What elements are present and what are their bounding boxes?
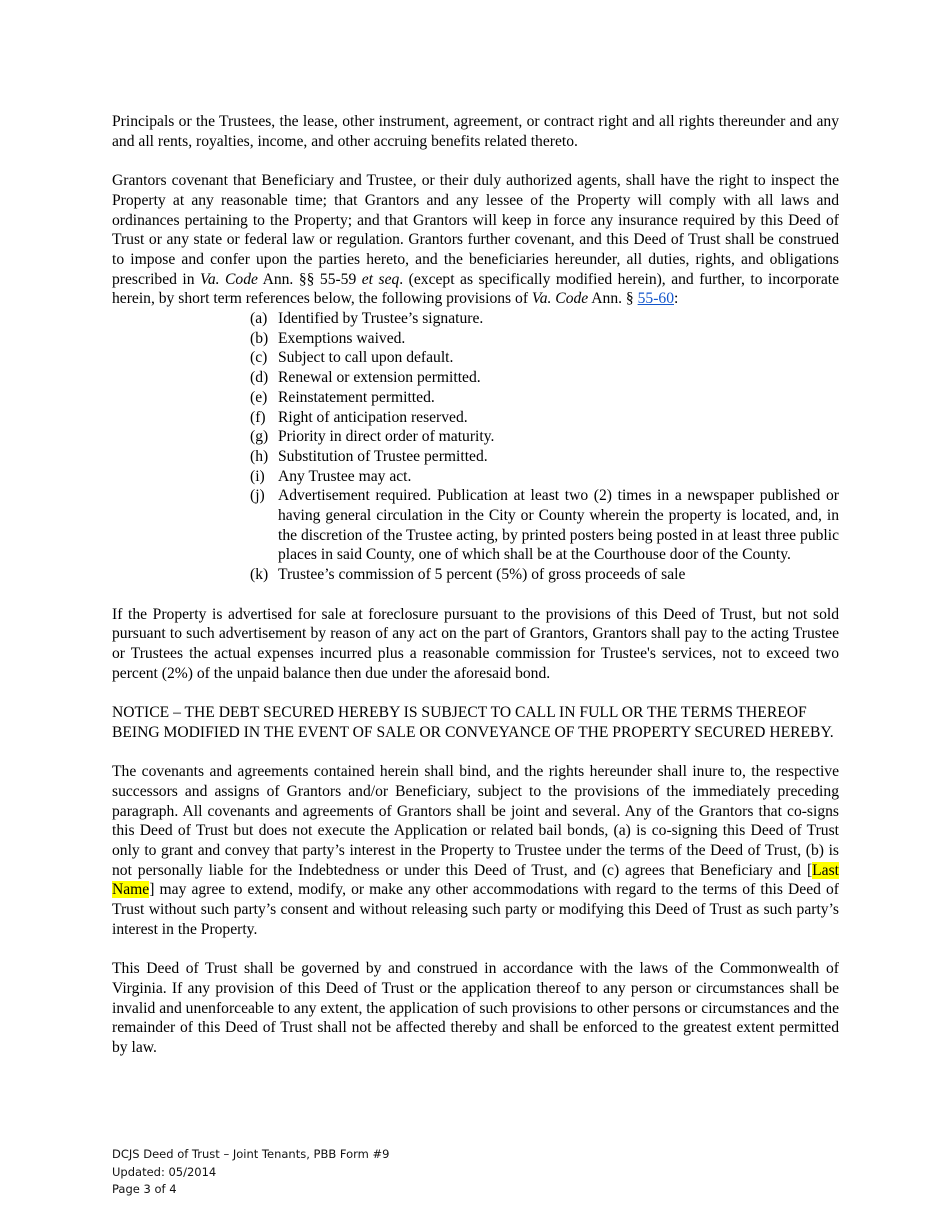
provision-text: Reinstatement permitted.: [278, 388, 435, 406]
document-body: [112, 112, 839, 1077]
provision-text: Identified by Trustee’s signature.: [278, 310, 484, 328]
text-segment: . (except as specifically modified herein), and further, to incorporate herein, by short term references below, the following provisions of: [112, 270, 839, 308]
provisions-list: [112, 309, 839, 585]
italic-va-code: Va. Code: [531, 290, 589, 308]
provision-label: (d): [250, 369, 269, 387]
provision-text: Renewal or extension permitted.: [278, 369, 481, 387]
paragraph-grantors-covenant: [112, 171, 839, 309]
text-segment: Ann. §§ 55-59: [257, 270, 362, 288]
provision-text: Exemptions waived.: [278, 329, 406, 347]
provision-item: [250, 467, 839, 487]
provision-item: [250, 368, 839, 388]
provision-label: (g): [250, 428, 269, 446]
provision-text: Subject to call upon default.: [278, 349, 454, 367]
text-segment: :: [674, 290, 679, 308]
footer-form-name: DCJS Deed of Trust – Joint Tenants, PBB Form #9: [112, 1147, 390, 1161]
italic-et-seq: et seq: [361, 270, 400, 288]
provision-item: [250, 447, 839, 467]
provision-item: [250, 486, 839, 565]
paragraph-governing-law: This Deed of Trust shall be governed by and construed in accordance with the laws of the Commonwealth of Virginia. If any provision of this Deed of Trust or the application thereof to any person or circumstances shall be invalid and unenforceable to any extent, the application of such provisions to other persons or circumstances and the remainder of this Deed of Trust shall not be affected thereby and shall be enforced to the greatest extent permitted by law.: [112, 960, 839, 1056]
provision-label: (k): [250, 566, 269, 584]
provision-label: (c): [250, 349, 268, 367]
provision-label: (f): [250, 408, 266, 426]
italic-va-code: Va. Code: [200, 270, 258, 288]
provision-text: Right of anticipation reserved.: [278, 408, 468, 426]
provision-label: (h): [250, 447, 269, 465]
paragraph-covenants-bind: [112, 762, 839, 939]
provision-text: Priority in direct order of maturity.: [278, 428, 495, 446]
text-segment: Grantors covenant that Beneficiary and Trustee, or their duly authorized agents, shall have the right to inspect the Property at any reasonable time; that Grantors and any lessee of the Property will comply with all laws and ordinances pertaining to the Property; and that Grantors will keep in force any insurance required by this Deed of Trust or any state or federal law or regulation. Grantors further covenant, and this Deed of Trust shall be construed to impose and confer upon the parties hereto, and the beneficiaries hereunder, all duties, rights, and obligations prescribed in: [112, 172, 839, 288]
provision-label: (b): [250, 329, 269, 347]
provision-item: [250, 565, 839, 585]
provision-text: Substitution of Trustee permitted.: [278, 447, 488, 465]
provision-item: [250, 329, 839, 349]
provision-item: [250, 348, 839, 368]
text-segment: Ann. §: [588, 290, 638, 308]
provision-text: Trustee’s commission of 5 percent (5%) of gross proceeds of sale: [278, 566, 686, 584]
notice-debt-call: NOTICE – THE DEBT SECURED HEREBY IS SUBJECT TO CALL IN FULL OR THE TERMS THEREOF BEING MODIFIED IN THE EVENT OF SALE OR CONVEYANCE OF THE PROPERTY SECURED HEREBY.: [112, 704, 834, 741]
provision-item: [250, 309, 839, 329]
paragraph-foreclosure-expenses: If the Property is advertised for sale at foreclosure pursuant to the provisions of this Deed of Trust, but not sold pursuant to such advertisement by reason of any act on the part of Grantors, Grantors shall pay to the acting Trustee or Trustees the actual expenses incurred plus a reasonable commission for Trustee's services, not to exceed two percent (2%) of the unpaid balance then due under the aforesaid bond.: [112, 605, 839, 682]
provision-label: (e): [250, 388, 268, 406]
provision-item: [250, 408, 839, 428]
highlighted-placeholder-last-name: Last Name: [112, 861, 839, 899]
statute-55-60-link[interactable]: 55-60: [637, 290, 674, 308]
provision-text: Any Trustee may act.: [278, 467, 412, 485]
paragraph-rights-thereunder: Principals or the Trustees, the lease, other instrument, agreement, or contract right and all rights thereunder and any and all rents, royalties, income, and other accruing benefits related thereto.: [112, 113, 839, 150]
provision-item: [250, 388, 839, 408]
page-footer: [112, 1146, 389, 1199]
provision-label: (j): [250, 487, 265, 505]
provision-text: Advertisement required. Publication at least two (2) times in a newspaper published or having general circulation in the City or County wherein the property is located, and, in the discretion of the Trustee acting, by printed posters being posted in at least three public places in said County, one of which shall be at the Courthouse door of the County.: [278, 487, 839, 564]
provision-item: [250, 427, 839, 447]
text-segment: ] may agree to extend, modify, or make any other accommodations with regard to the terms of this Deed of Trust without such party’s consent and without releasing such party or modifying this Deed of Trust as such party’s interest in the Property.: [112, 881, 839, 938]
provision-label: (i): [250, 467, 265, 485]
footer-page-number: Page 3 of 4: [112, 1182, 177, 1196]
footer-updated: Updated: 05/2014: [112, 1164, 217, 1179]
provision-label: (a): [250, 310, 268, 328]
text-segment: The covenants and agreements contained herein shall bind, and the rights hereunder shall inure to, the respective successors and assigns of Grantors and/or Beneficiary, subject to the provisions of the immediately preceding paragraph. All covenants and agreements of Grantors shall be joint and several. Any of the Grantors that co-signs this Deed of Trust but does not execute the Application or related bail bonds, (a) is co-signing this Deed of Trust only to grant and convey that party’s interest in the Property to Trustee under the terms of the Deed of Trust, (b) is not personally liable for the Indebtedness or under this Deed of Trust, and (c) agrees that Beneficiary and [: [112, 763, 839, 879]
